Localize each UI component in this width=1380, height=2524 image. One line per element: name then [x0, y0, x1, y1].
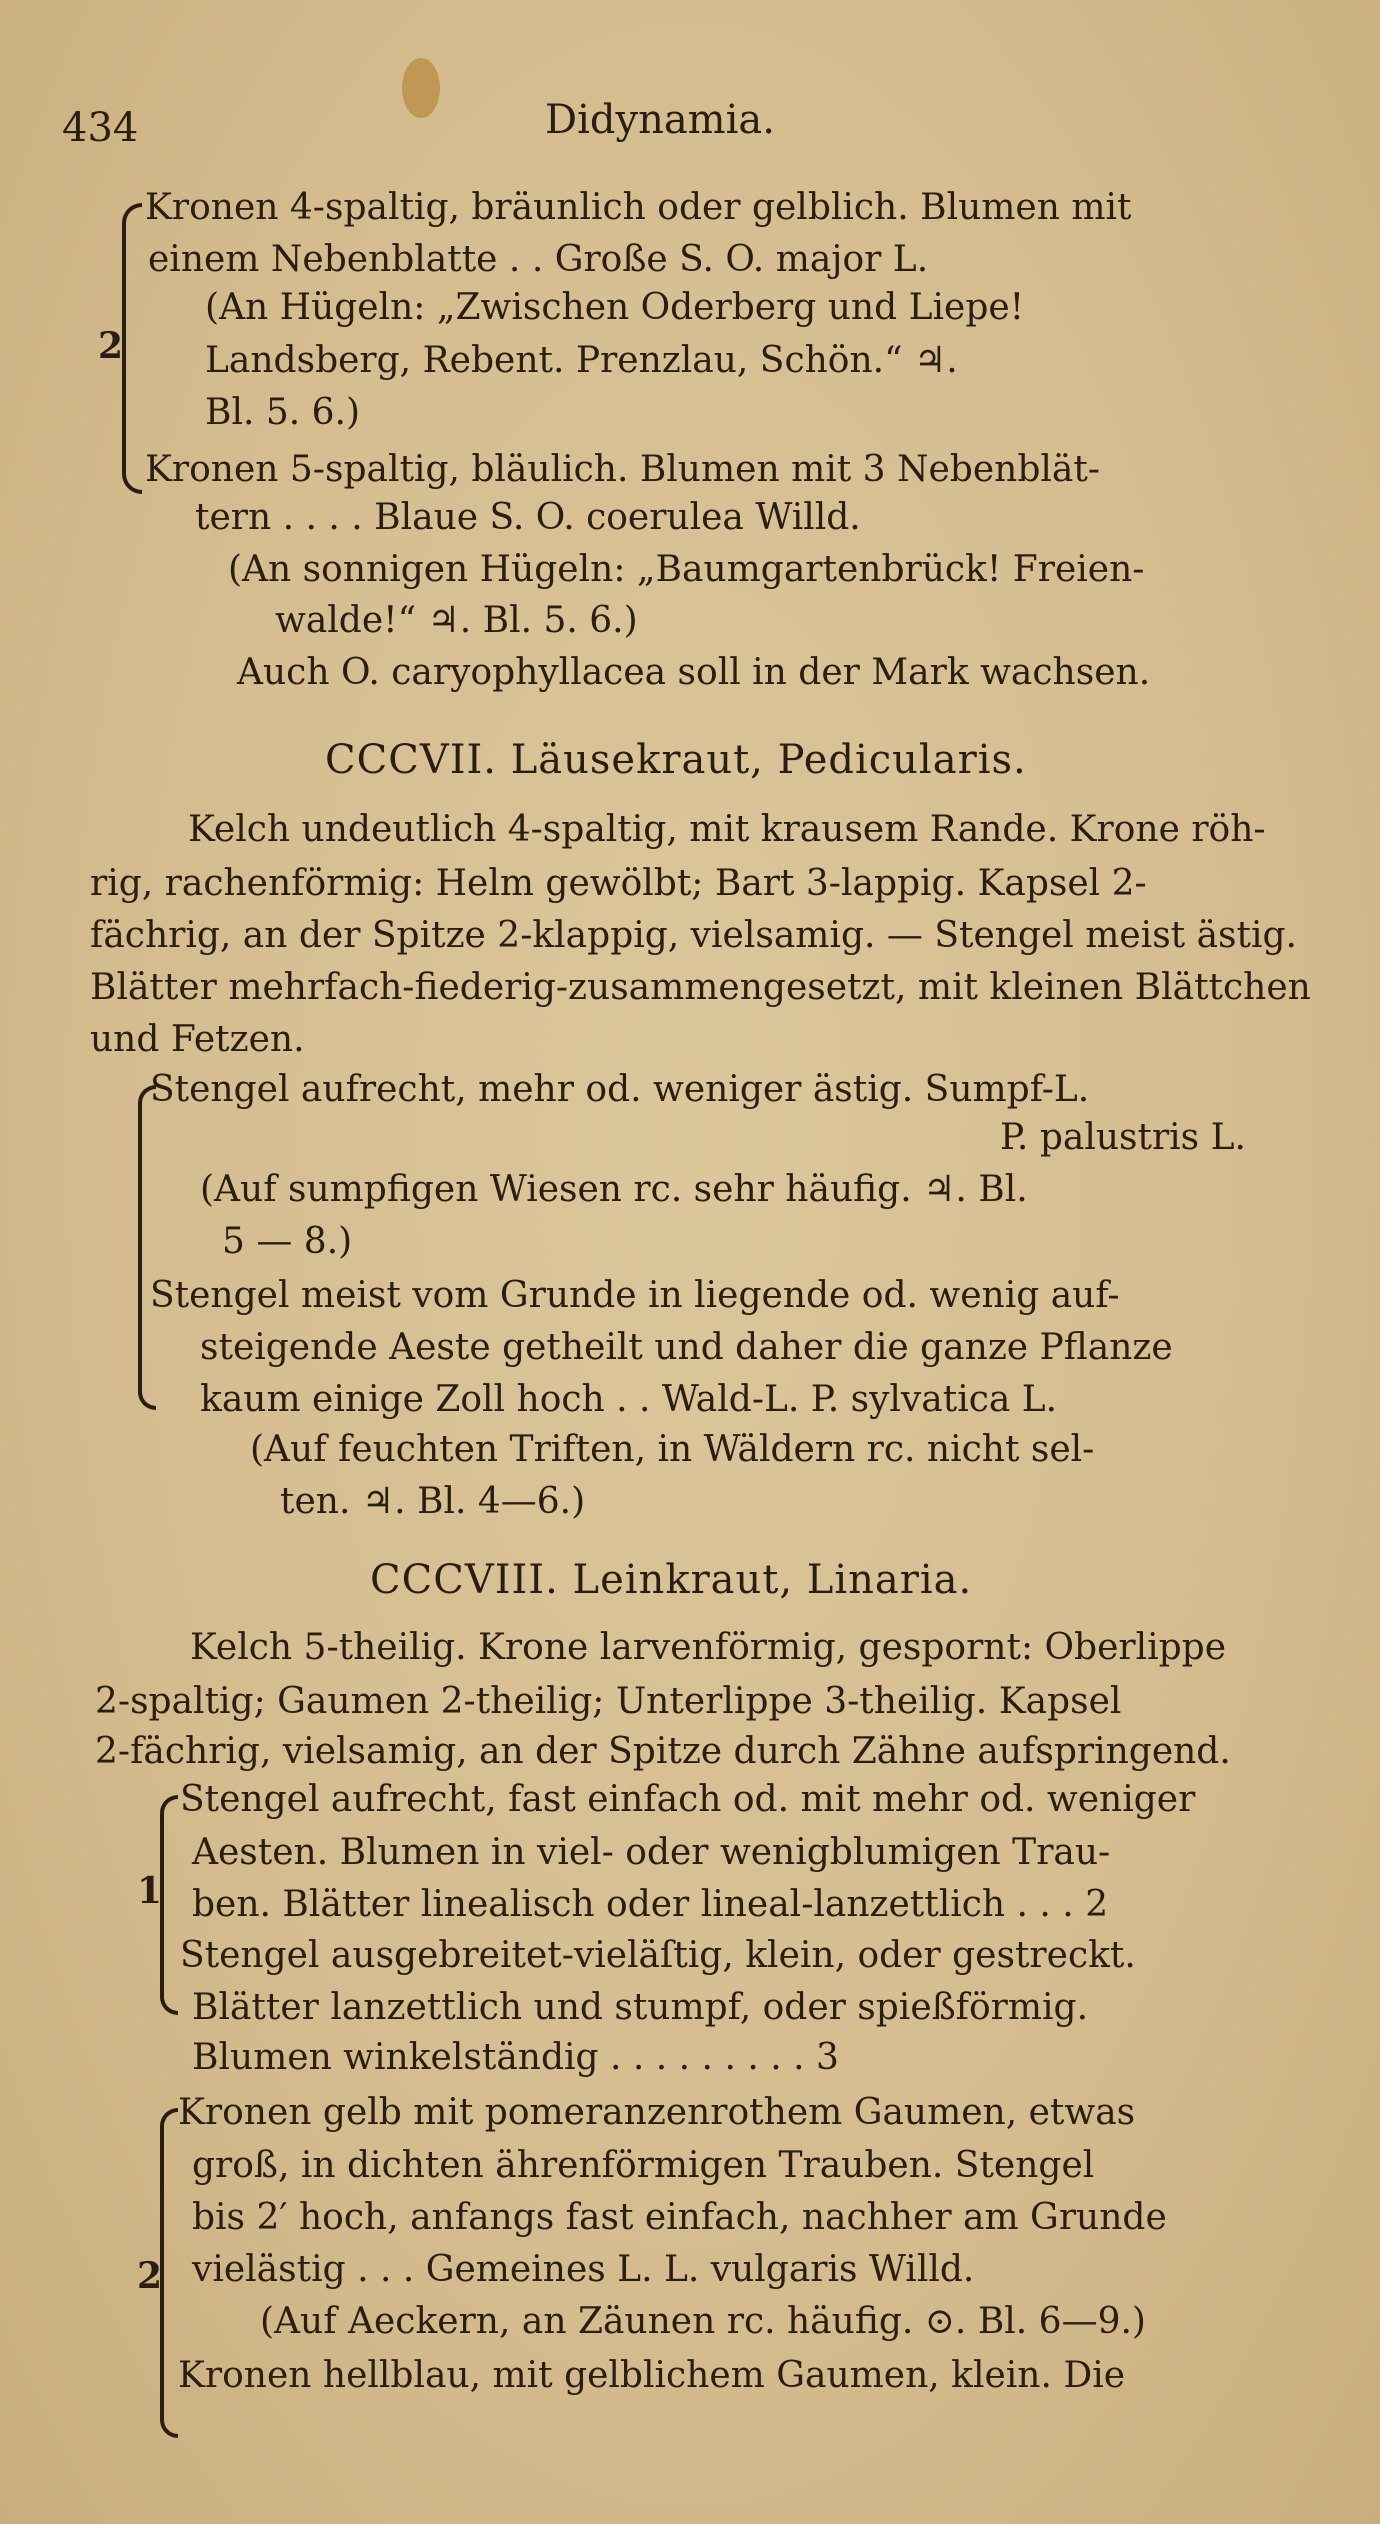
text-line: ten. ♃. Bl. 4—6.)	[280, 1481, 586, 1522]
ink-stain	[402, 58, 440, 118]
text-line: Stengel aufrecht, fast einfach od. mit mehr od. weniger	[180, 1779, 1196, 1820]
text-line: Blätter mehrfach-fiederig-zusammengesetzt, mit kleinen Blättchen	[90, 967, 1311, 1008]
genus-heading: CCCVIII. Leinkraut, Linaria.	[370, 1557, 973, 1603]
text-line: Stengel aufrecht, mehr od. weniger ästig. Sumpf-L.	[150, 1069, 1090, 1110]
text-line: P. palustris L.	[1000, 1117, 1246, 1158]
text-line: vielästig . . . Gemeines L. L. vulgaris Willd.	[192, 2249, 975, 2290]
text-line: steigende Aeste getheilt und daher die ganze Pflanze	[200, 1327, 1173, 1368]
key-number: 1	[137, 1870, 163, 1912]
genus-heading: CCCVII. Läusekraut, Pedicularis.	[325, 737, 1027, 783]
key-brace	[160, 2108, 178, 2438]
text-line: Bl. 5. 6.)	[205, 392, 361, 433]
text-line: groß, in dichten ährenförmigen Trauben. Stengel	[192, 2145, 1095, 2186]
key-number: 2	[98, 325, 124, 367]
text-line: Auch O. caryophyllacea soll in der Mark wachsen.	[237, 652, 1151, 693]
text-line: Kelch 5-theilig. Krone larvenförmig, gespornt: Oberlippe	[190, 1627, 1227, 1668]
text-line: Kronen 5-spaltig, bläulich. Blumen mit 3 Nebenblät-	[145, 449, 1100, 490]
text-line: Aesten. Blumen in viel- oder wenigblumigen Trau-	[192, 1832, 1111, 1873]
text-line: Stengel meist vom Grunde in liegende od. wenig auf-	[150, 1275, 1120, 1316]
text-line: Kronen hellblau, mit gelblichem Gaumen, klein. Die	[178, 2355, 1126, 2396]
text-line: 2-spaltig; Gaumen 2-theilig; Unterlippe 3-theilig. Kapsel	[95, 1681, 1122, 1722]
key-brace	[160, 1795, 178, 2015]
text-line: (Auf sumpfigen Wiesen rc. sehr häufig. ♃. Bl.	[200, 1169, 1028, 1210]
text-line: (Auf Aeckern, an Zäunen rc. häufig. ⊙. Bl. 6—9.)	[260, 2301, 1146, 2342]
key-brace	[138, 1085, 156, 1410]
text-line: (An sonnigen Hügeln: „Baumgartenbrück! Freien-	[228, 549, 1145, 590]
text-line: (An Hügeln: „Zwischen Oderberg und Liepe!	[205, 287, 1025, 328]
text-line: fächrig, an der Spitze 2-klappig, vielsamig. — Stengel meist ästig.	[90, 915, 1297, 956]
page-number: 434	[62, 105, 139, 151]
text-line: Kelch undeutlich 4-spaltig, mit krausem Rande. Krone röh-	[188, 809, 1266, 850]
text-line: Kronen gelb mit pomeranzenrothem Gaumen, etwas	[178, 2092, 1136, 2133]
text-line: einem Nebenblatte . . Große S. O. major L.	[148, 239, 929, 280]
running-title: Didynamia.	[545, 97, 775, 143]
text-line: und Fetzen.	[90, 1019, 305, 1060]
text-line: Kronen 4-spaltig, bräunlich oder gelblich. Blumen mit	[145, 187, 1132, 228]
text-line: Blumen winkelständig . . . . . . . . . 3	[192, 2037, 839, 2078]
text-line: ben. Blätter linealisch oder lineal-lanzettlich . . . 2	[192, 1884, 1109, 1925]
text-line: Blätter lanzettlich und stumpf, oder spießförmig.	[192, 1987, 1089, 2028]
text-line: 5 — 8.)	[222, 1221, 353, 1262]
text-line: bis 2′ hoch, anfangs fast einfach, nachher am Grunde	[192, 2197, 1167, 2238]
text-line: 2-fächrig, vielsamig, an der Spitze durch Zähne aufspringend.	[95, 1731, 1231, 1772]
text-line: rig, rachenförmig: Helm gewölbt; Bart 3-lappig. Kapsel 2-	[90, 863, 1147, 904]
text-line: walde!“ ♃. Bl. 5. 6.)	[275, 600, 638, 641]
text-line: Stengel ausgebreitet-vieläſtig, klein, oder gestreckt.	[180, 1935, 1136, 1976]
text-line: Landsberg, Rebent. Prenzlau, Schön.“ ♃.	[205, 340, 958, 381]
key-brace	[122, 203, 142, 494]
key-number: 2	[137, 2255, 163, 2297]
text-line: tern . . . . Blaue S. O. coerulea Willd.	[195, 497, 861, 538]
text-line: (Auf feuchten Triften, in Wäldern rc. nicht sel-	[250, 1429, 1095, 1470]
text-line: kaum einige Zoll hoch . . Wald-L. P. sylvatica L.	[200, 1379, 1058, 1420]
